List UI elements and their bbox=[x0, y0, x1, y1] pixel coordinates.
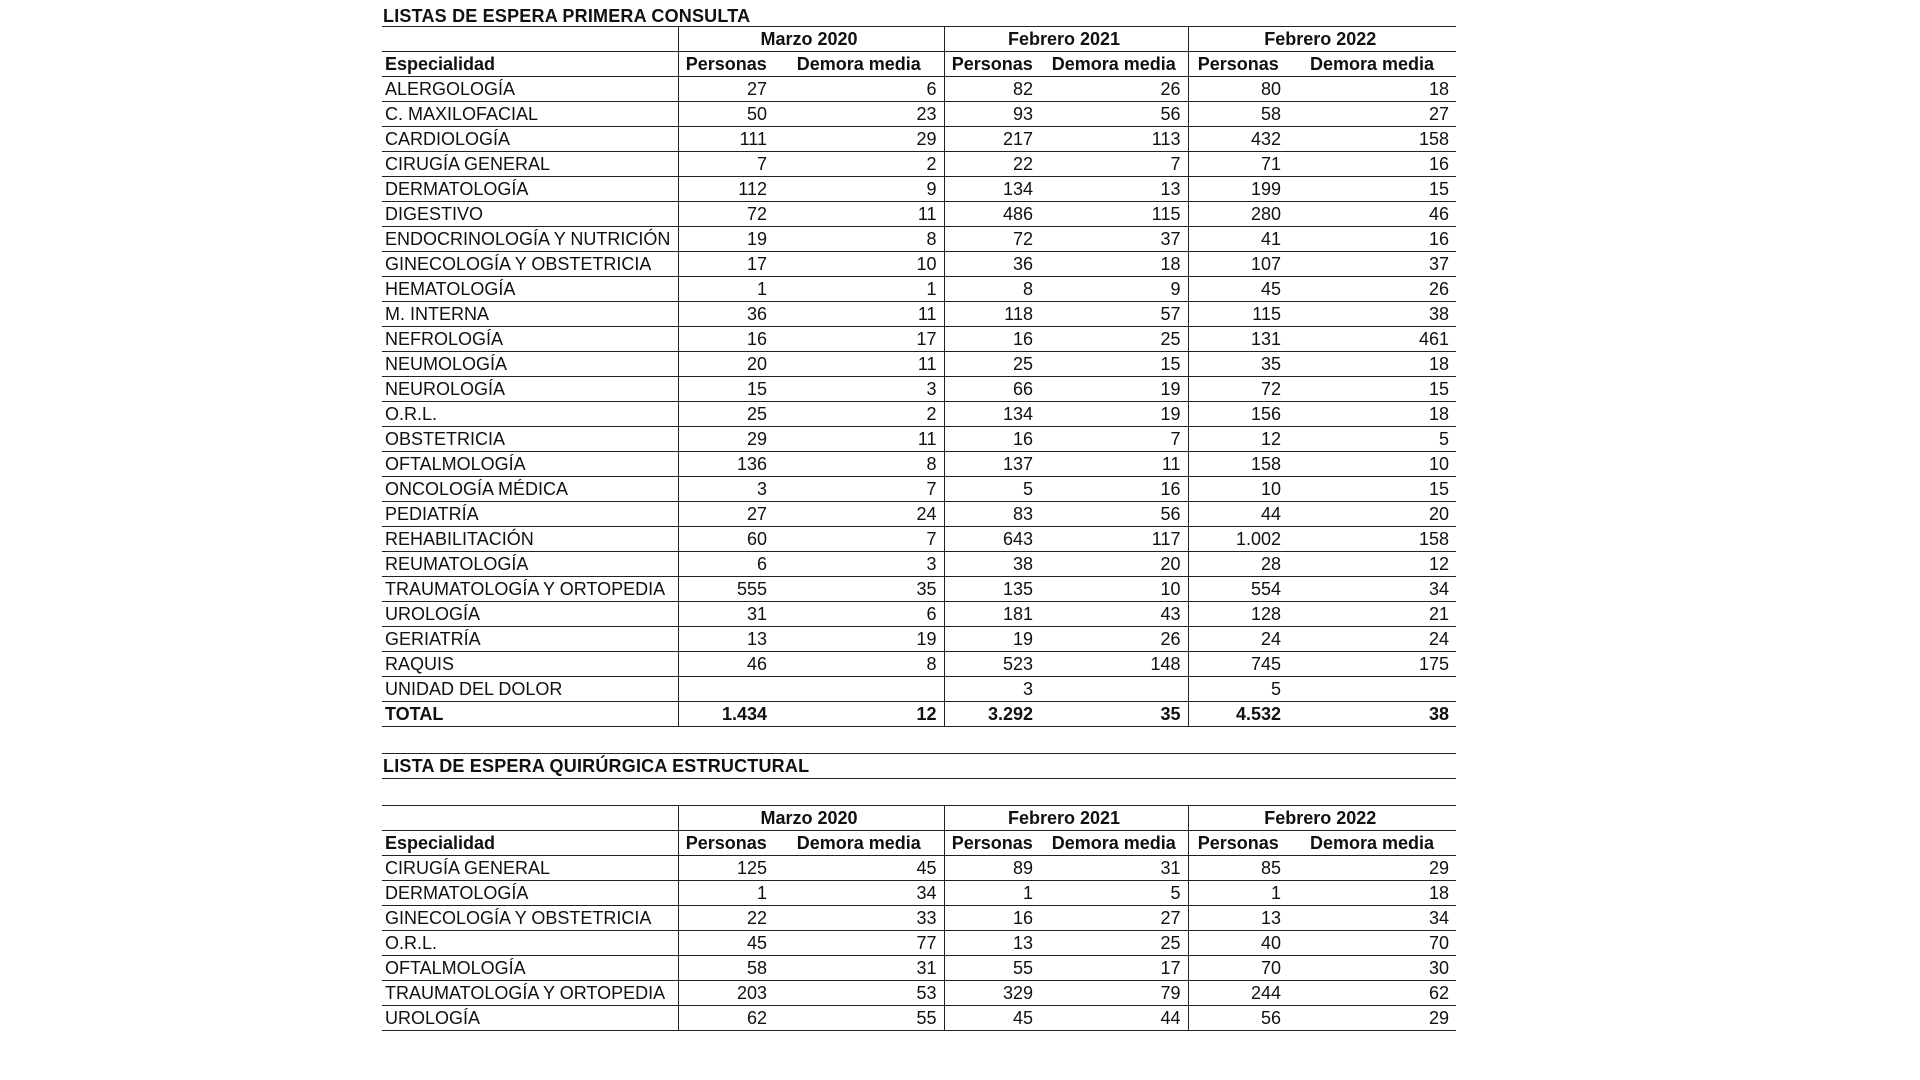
persons-cell: 19 bbox=[678, 227, 774, 252]
specialty-cell: HEMATOLOGÍA bbox=[382, 277, 678, 302]
table-row bbox=[382, 981, 1456, 1006]
table1-period-header-row bbox=[382, 27, 1456, 52]
delay-cell: 19 bbox=[1040, 377, 1188, 402]
persons-cell: 22 bbox=[944, 152, 1040, 177]
persons-cell: 181 bbox=[944, 602, 1040, 627]
persons-cell: 45 bbox=[944, 1006, 1040, 1031]
table-row bbox=[382, 252, 1456, 277]
delay-cell: 23 bbox=[774, 102, 944, 127]
delay-cell: 2 bbox=[774, 152, 944, 177]
specialty-cell: O.R.L. bbox=[382, 402, 678, 427]
specialty-cell: TRAUMATOLOGÍA Y ORTOPEDIA bbox=[382, 577, 678, 602]
table-row bbox=[382, 377, 1456, 402]
delay-cell: 3 bbox=[774, 377, 944, 402]
delay-cell: 10 bbox=[774, 252, 944, 277]
delay-cell: 158 bbox=[1288, 127, 1456, 152]
persons-cell: 50 bbox=[678, 102, 774, 127]
delay-cell: 27 bbox=[1040, 906, 1188, 931]
delay-cell: 18 bbox=[1288, 77, 1456, 102]
total-label: TOTAL bbox=[382, 702, 678, 727]
specialty-cell: GINECOLOGÍA Y OBSTETRICIA bbox=[382, 906, 678, 931]
persons-cell: 38 bbox=[944, 552, 1040, 577]
persons-cell: 112 bbox=[678, 177, 774, 202]
table-row bbox=[382, 277, 1456, 302]
period-header: Febrero 2022 bbox=[1188, 806, 1456, 831]
persons-cell: 135 bbox=[944, 577, 1040, 602]
delay-cell: 62 bbox=[1288, 981, 1456, 1006]
persons-cell: 3 bbox=[678, 477, 774, 502]
table-row bbox=[382, 881, 1456, 906]
persons-header: Personas bbox=[944, 52, 1040, 77]
table-row bbox=[382, 906, 1456, 931]
persons-cell: 36 bbox=[678, 302, 774, 327]
delay-cell: 17 bbox=[774, 327, 944, 352]
persons-cell: 24 bbox=[1188, 627, 1288, 652]
persons-cell: 72 bbox=[1188, 377, 1288, 402]
persons-cell: 745 bbox=[1188, 652, 1288, 677]
persons-cell: 16 bbox=[678, 327, 774, 352]
persons-cell: 4.532 bbox=[1188, 702, 1288, 727]
delay-cell: 15 bbox=[1288, 377, 1456, 402]
specialty-cell: PEDIATRÍA bbox=[382, 502, 678, 527]
persons-cell: 555 bbox=[678, 577, 774, 602]
specialty-cell: ONCOLOGÍA MÉDICA bbox=[382, 477, 678, 502]
persons-cell: 72 bbox=[944, 227, 1040, 252]
delay-cell: 45 bbox=[774, 856, 944, 881]
delay-cell: 12 bbox=[774, 702, 944, 727]
persons-cell: 31 bbox=[678, 602, 774, 627]
delay-cell: 33 bbox=[774, 906, 944, 931]
delay-cell: 26 bbox=[1040, 627, 1188, 652]
delay-cell: 15 bbox=[1288, 177, 1456, 202]
delay-cell: 25 bbox=[1040, 931, 1188, 956]
delay-cell: 24 bbox=[1288, 627, 1456, 652]
period-header: Marzo 2020 bbox=[678, 806, 944, 831]
delay-cell: 158 bbox=[1288, 527, 1456, 552]
document-sheet bbox=[382, 0, 1456, 1031]
specialty-cell: UROLOGÍA bbox=[382, 602, 678, 627]
delay-cell: 11 bbox=[774, 302, 944, 327]
persons-cell: 3.292 bbox=[944, 702, 1040, 727]
persons-cell: 16 bbox=[944, 327, 1040, 352]
delay-cell: 44 bbox=[1040, 1006, 1188, 1031]
table1-blank-header bbox=[382, 27, 678, 52]
delay-cell: 19 bbox=[1040, 402, 1188, 427]
delay-cell: 461 bbox=[1288, 327, 1456, 352]
specialty-cell: ALERGOLOGÍA bbox=[382, 77, 678, 102]
persons-cell: 158 bbox=[1188, 452, 1288, 477]
specialty-cell: DIGESTIVO bbox=[382, 202, 678, 227]
table2 bbox=[382, 805, 1456, 1031]
persons-cell: 45 bbox=[1188, 277, 1288, 302]
persons-cell: 131 bbox=[1188, 327, 1288, 352]
specialty-header: Especialidad bbox=[382, 831, 678, 856]
delay-cell: 56 bbox=[1040, 102, 1188, 127]
specialty-cell: RAQUIS bbox=[382, 652, 678, 677]
persons-cell: 25 bbox=[944, 352, 1040, 377]
persons-cell: 1 bbox=[678, 277, 774, 302]
persons-header: Personas bbox=[678, 52, 774, 77]
delay-header: Demora media bbox=[1288, 52, 1456, 77]
table-row bbox=[382, 302, 1456, 327]
delay-cell: 35 bbox=[774, 577, 944, 602]
delay-cell: 117 bbox=[1040, 527, 1188, 552]
persons-cell: 45 bbox=[678, 931, 774, 956]
persons-cell: 72 bbox=[678, 202, 774, 227]
delay-cell bbox=[1040, 677, 1188, 702]
delay-cell: 24 bbox=[774, 502, 944, 527]
table2-column-header-row bbox=[382, 831, 1456, 856]
table2-blank-header bbox=[382, 806, 678, 831]
persons-cell: 13 bbox=[678, 627, 774, 652]
delay-cell: 11 bbox=[774, 352, 944, 377]
persons-header: Personas bbox=[1188, 52, 1288, 77]
persons-cell: 93 bbox=[944, 102, 1040, 127]
persons-cell: 27 bbox=[678, 502, 774, 527]
specialty-cell: CARDIOLOGÍA bbox=[382, 127, 678, 152]
delay-cell: 8 bbox=[774, 227, 944, 252]
delay-cell: 29 bbox=[774, 127, 944, 152]
delay-cell: 13 bbox=[1040, 177, 1188, 202]
persons-cell: 3 bbox=[944, 677, 1040, 702]
specialty-cell: REUMATOLOGÍA bbox=[382, 552, 678, 577]
persons-cell bbox=[678, 677, 774, 702]
table-row bbox=[382, 1006, 1456, 1031]
persons-cell: 5 bbox=[944, 477, 1040, 502]
table-row bbox=[382, 627, 1456, 652]
persons-cell: 36 bbox=[944, 252, 1040, 277]
persons-cell: 134 bbox=[944, 402, 1040, 427]
delay-cell: 56 bbox=[1040, 502, 1188, 527]
delay-cell: 19 bbox=[774, 627, 944, 652]
specialty-cell: TRAUMATOLOGÍA Y ORTOPEDIA bbox=[382, 981, 678, 1006]
persons-header: Personas bbox=[944, 831, 1040, 856]
delay-cell: 11 bbox=[774, 202, 944, 227]
table-row bbox=[382, 677, 1456, 702]
persons-cell: 27 bbox=[678, 77, 774, 102]
persons-cell: 46 bbox=[678, 652, 774, 677]
delay-cell: 18 bbox=[1040, 252, 1188, 277]
persons-cell: 17 bbox=[678, 252, 774, 277]
delay-cell: 34 bbox=[774, 881, 944, 906]
delay-cell: 5 bbox=[1040, 881, 1188, 906]
delay-cell: 7 bbox=[1040, 152, 1188, 177]
delay-cell: 20 bbox=[1288, 502, 1456, 527]
specialty-cell: GERIATRÍA bbox=[382, 627, 678, 652]
persons-cell: 280 bbox=[1188, 202, 1288, 227]
specialty-cell: NEUMOLOGÍA bbox=[382, 352, 678, 377]
persons-cell: 199 bbox=[1188, 177, 1288, 202]
delay-cell: 16 bbox=[1288, 152, 1456, 177]
table-row bbox=[382, 452, 1456, 477]
delay-cell: 37 bbox=[1040, 227, 1188, 252]
persons-cell: 203 bbox=[678, 981, 774, 1006]
persons-cell: 56 bbox=[1188, 1006, 1288, 1031]
persons-cell: 71 bbox=[1188, 152, 1288, 177]
table-row bbox=[382, 402, 1456, 427]
delay-cell: 35 bbox=[1040, 702, 1188, 727]
delay-cell: 18 bbox=[1288, 352, 1456, 377]
delay-cell: 38 bbox=[1288, 702, 1456, 727]
delay-cell: 10 bbox=[1288, 452, 1456, 477]
delay-cell: 18 bbox=[1288, 402, 1456, 427]
delay-cell: 15 bbox=[1040, 352, 1188, 377]
table-row bbox=[382, 202, 1456, 227]
delay-cell: 1 bbox=[774, 277, 944, 302]
period-header: Marzo 2020 bbox=[678, 27, 944, 52]
table-row bbox=[382, 127, 1456, 152]
delay-cell: 3 bbox=[774, 552, 944, 577]
table-row bbox=[382, 652, 1456, 677]
persons-cell: 20 bbox=[678, 352, 774, 377]
persons-cell: 137 bbox=[944, 452, 1040, 477]
persons-cell: 7 bbox=[678, 152, 774, 177]
delay-cell: 30 bbox=[1288, 956, 1456, 981]
delay-cell: 26 bbox=[1040, 77, 1188, 102]
specialty-cell: DERMATOLOGÍA bbox=[382, 881, 678, 906]
delay-cell: 10 bbox=[1040, 577, 1188, 602]
delay-cell: 9 bbox=[774, 177, 944, 202]
delay-cell: 55 bbox=[774, 1006, 944, 1031]
delay-cell: 57 bbox=[1040, 302, 1188, 327]
table-row bbox=[382, 552, 1456, 577]
delay-cell: 29 bbox=[1288, 856, 1456, 881]
persons-cell: 41 bbox=[1188, 227, 1288, 252]
persons-cell: 16 bbox=[944, 427, 1040, 452]
persons-cell: 66 bbox=[944, 377, 1040, 402]
table-row bbox=[382, 327, 1456, 352]
persons-cell: 62 bbox=[678, 1006, 774, 1031]
table-row bbox=[382, 227, 1456, 252]
delay-cell: 11 bbox=[774, 427, 944, 452]
specialty-cell: OBSTETRICIA bbox=[382, 427, 678, 452]
persons-cell: 83 bbox=[944, 502, 1040, 527]
persons-cell: 10 bbox=[1188, 477, 1288, 502]
delay-cell: 9 bbox=[1040, 277, 1188, 302]
persons-header: Personas bbox=[678, 831, 774, 856]
table-row bbox=[382, 931, 1456, 956]
table1 bbox=[382, 26, 1456, 727]
persons-cell: 44 bbox=[1188, 502, 1288, 527]
table-row bbox=[382, 102, 1456, 127]
delay-cell: 6 bbox=[774, 602, 944, 627]
persons-cell: 523 bbox=[944, 652, 1040, 677]
specialty-cell: OFTALMOLOGÍA bbox=[382, 452, 678, 477]
specialty-cell: UNIDAD DEL DOLOR bbox=[382, 677, 678, 702]
specialty-cell: NEFROLOGÍA bbox=[382, 327, 678, 352]
persons-cell: 156 bbox=[1188, 402, 1288, 427]
table-row bbox=[382, 352, 1456, 377]
specialty-cell: REHABILITACIÓN bbox=[382, 527, 678, 552]
delay-cell: 77 bbox=[774, 931, 944, 956]
persons-cell: 60 bbox=[678, 527, 774, 552]
delay-cell: 148 bbox=[1040, 652, 1188, 677]
delay-cell: 20 bbox=[1040, 552, 1188, 577]
persons-cell: 643 bbox=[944, 527, 1040, 552]
persons-cell: 80 bbox=[1188, 77, 1288, 102]
delay-cell: 29 bbox=[1288, 1006, 1456, 1031]
table-row bbox=[382, 427, 1456, 452]
persons-cell: 16 bbox=[944, 906, 1040, 931]
persons-cell: 15 bbox=[678, 377, 774, 402]
specialty-cell: DERMATOLOGÍA bbox=[382, 177, 678, 202]
table-row bbox=[382, 477, 1456, 502]
period-header: Febrero 2021 bbox=[944, 27, 1188, 52]
delay-cell: 8 bbox=[774, 652, 944, 677]
delay-cell: 21 bbox=[1288, 602, 1456, 627]
persons-cell: 55 bbox=[944, 956, 1040, 981]
table-row bbox=[382, 177, 1456, 202]
delay-cell: 38 bbox=[1288, 302, 1456, 327]
table-row bbox=[382, 152, 1456, 177]
persons-cell: 89 bbox=[944, 856, 1040, 881]
delay-cell: 79 bbox=[1040, 981, 1188, 1006]
delay-cell: 16 bbox=[1288, 227, 1456, 252]
table2-period-header-row bbox=[382, 806, 1456, 831]
table-row bbox=[382, 502, 1456, 527]
persons-cell: 128 bbox=[1188, 602, 1288, 627]
persons-cell: 22 bbox=[678, 906, 774, 931]
persons-cell: 35 bbox=[1188, 352, 1288, 377]
delay-cell: 175 bbox=[1288, 652, 1456, 677]
persons-cell: 82 bbox=[944, 77, 1040, 102]
persons-cell: 111 bbox=[678, 127, 774, 152]
persons-cell: 29 bbox=[678, 427, 774, 452]
table-row bbox=[382, 527, 1456, 552]
persons-cell: 329 bbox=[944, 981, 1040, 1006]
delay-cell: 31 bbox=[774, 956, 944, 981]
persons-cell: 118 bbox=[944, 302, 1040, 327]
persons-cell: 12 bbox=[1188, 427, 1288, 452]
persons-cell: 554 bbox=[1188, 577, 1288, 602]
delay-cell: 6 bbox=[774, 77, 944, 102]
persons-cell: 85 bbox=[1188, 856, 1288, 881]
table-row bbox=[382, 77, 1456, 102]
specialty-cell: CIRUGÍA GENERAL bbox=[382, 856, 678, 881]
persons-cell: 6 bbox=[678, 552, 774, 577]
persons-cell: 8 bbox=[944, 277, 1040, 302]
delay-cell bbox=[1288, 677, 1456, 702]
delay-cell: 34 bbox=[1288, 906, 1456, 931]
delay-cell: 16 bbox=[1040, 477, 1188, 502]
delay-header: Demora media bbox=[1040, 52, 1188, 77]
delay-cell: 27 bbox=[1288, 102, 1456, 127]
delay-cell: 18 bbox=[1288, 881, 1456, 906]
specialty-cell: M. INTERNA bbox=[382, 302, 678, 327]
delay-cell: 11 bbox=[1040, 452, 1188, 477]
delay-cell: 70 bbox=[1288, 931, 1456, 956]
delay-cell: 115 bbox=[1040, 202, 1188, 227]
table-row bbox=[382, 602, 1456, 627]
specialty-cell: UROLOGÍA bbox=[382, 1006, 678, 1031]
persons-header: Personas bbox=[1188, 831, 1288, 856]
persons-cell: 19 bbox=[944, 627, 1040, 652]
delay-cell: 31 bbox=[1040, 856, 1188, 881]
delay-header: Demora media bbox=[774, 831, 944, 856]
table1-title: LISTAS DE ESPERA PRIMERA CONSULTA bbox=[383, 6, 751, 26]
delay-cell: 43 bbox=[1040, 602, 1188, 627]
specialty-cell: NEUROLOGÍA bbox=[382, 377, 678, 402]
delay-cell: 15 bbox=[1288, 477, 1456, 502]
delay-cell: 46 bbox=[1288, 202, 1456, 227]
persons-cell: 1 bbox=[944, 881, 1040, 906]
table-row bbox=[382, 956, 1456, 981]
persons-cell: 244 bbox=[1188, 981, 1288, 1006]
specialty-cell: GINECOLOGÍA Y OBSTETRICIA bbox=[382, 252, 678, 277]
specialty-cell: C. MAXILOFACIAL bbox=[382, 102, 678, 127]
delay-cell: 37 bbox=[1288, 252, 1456, 277]
table-row bbox=[382, 856, 1456, 881]
delay-cell: 26 bbox=[1288, 277, 1456, 302]
persons-cell: 70 bbox=[1188, 956, 1288, 981]
persons-cell: 115 bbox=[1188, 302, 1288, 327]
table2-title: LISTA DE ESPERA QUIRÚRGICA ESTRUCTURAL bbox=[382, 753, 1456, 779]
table1-column-header-row bbox=[382, 52, 1456, 77]
persons-cell: 25 bbox=[678, 402, 774, 427]
persons-cell: 486 bbox=[944, 202, 1040, 227]
persons-cell: 58 bbox=[678, 956, 774, 981]
persons-cell: 58 bbox=[1188, 102, 1288, 127]
persons-cell: 1 bbox=[678, 881, 774, 906]
delay-cell: 17 bbox=[1040, 956, 1188, 981]
delay-cell: 7 bbox=[774, 477, 944, 502]
table1-body bbox=[382, 77, 1456, 727]
delay-cell: 113 bbox=[1040, 127, 1188, 152]
delay-cell: 5 bbox=[1288, 427, 1456, 452]
persons-cell: 125 bbox=[678, 856, 774, 881]
persons-cell: 13 bbox=[1188, 906, 1288, 931]
table2-body bbox=[382, 856, 1456, 1031]
specialty-cell: ENDOCRINOLOGÍA Y NUTRICIÓN bbox=[382, 227, 678, 252]
persons-cell: 107 bbox=[1188, 252, 1288, 277]
persons-cell: 1.002 bbox=[1188, 527, 1288, 552]
persons-cell: 5 bbox=[1188, 677, 1288, 702]
table-row bbox=[382, 577, 1456, 602]
delay-header: Demora media bbox=[1288, 831, 1456, 856]
delay-cell: 7 bbox=[1040, 427, 1188, 452]
persons-cell: 1 bbox=[1188, 881, 1288, 906]
delay-cell: 34 bbox=[1288, 577, 1456, 602]
delay-cell bbox=[774, 677, 944, 702]
persons-cell: 134 bbox=[944, 177, 1040, 202]
delay-header: Demora media bbox=[774, 52, 944, 77]
specialty-cell: O.R.L. bbox=[382, 931, 678, 956]
specialty-cell: CIRUGÍA GENERAL bbox=[382, 152, 678, 177]
persons-cell: 13 bbox=[944, 931, 1040, 956]
persons-cell: 136 bbox=[678, 452, 774, 477]
delay-cell: 53 bbox=[774, 981, 944, 1006]
delay-cell: 2 bbox=[774, 402, 944, 427]
period-header: Febrero 2022 bbox=[1188, 27, 1456, 52]
total-row bbox=[382, 702, 1456, 727]
delay-header: Demora media bbox=[1040, 831, 1188, 856]
persons-cell: 28 bbox=[1188, 552, 1288, 577]
persons-cell: 432 bbox=[1188, 127, 1288, 152]
specialty-header: Especialidad bbox=[382, 52, 678, 77]
delay-cell: 8 bbox=[774, 452, 944, 477]
persons-cell: 217 bbox=[944, 127, 1040, 152]
delay-cell: 12 bbox=[1288, 552, 1456, 577]
period-header: Febrero 2021 bbox=[944, 806, 1188, 831]
specialty-cell: OFTALMOLOGÍA bbox=[382, 956, 678, 981]
persons-cell: 40 bbox=[1188, 931, 1288, 956]
delay-cell: 7 bbox=[774, 527, 944, 552]
persons-cell: 1.434 bbox=[678, 702, 774, 727]
delay-cell: 25 bbox=[1040, 327, 1188, 352]
